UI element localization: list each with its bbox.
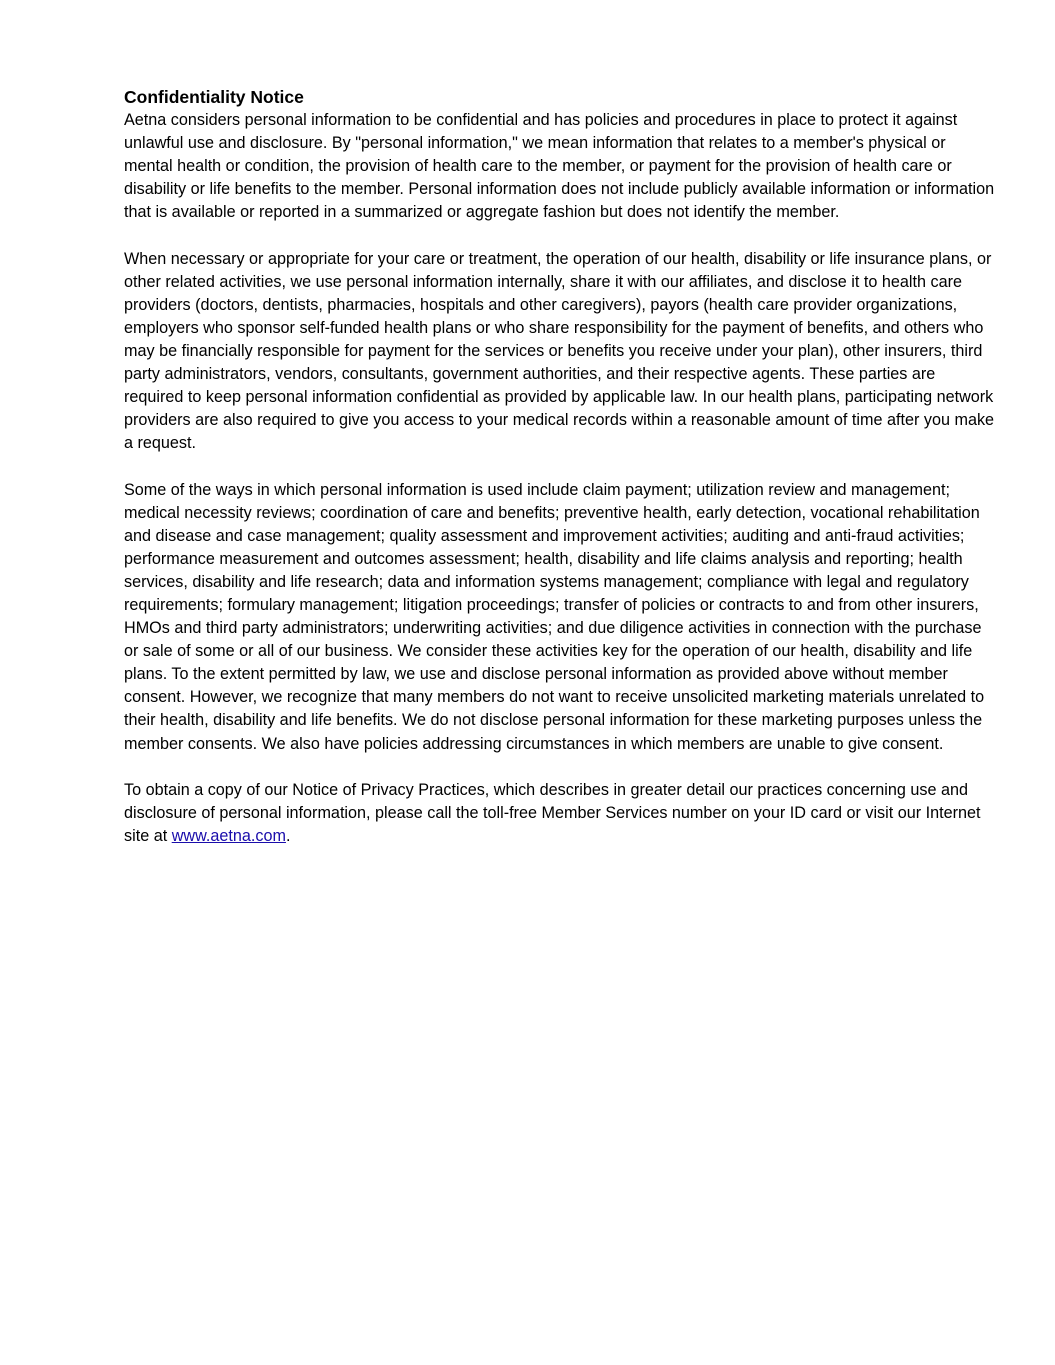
paragraph-definition: Aetna considers personal information to be confidential and has policies and procedures in place to protect it against unlawful use and disclosure. By "personal information," we mean information that relates to a member's physical or mental health or condition, the provision of health care to the member, or payment for the provision of health care or disability or life benefits to the member. Personal information does not include publicly available information or information that is available or reported in a summarized or aggregate fashion but does not identify the member.: [124, 111, 995, 222]
closing-suffix: .: [285, 826, 291, 845]
paragraph-disclosure: When necessary or appropriate for your care or treatment, the operation of our health, disability or life insurance plans, or other related activities, we use personal information internally, share it with our affiliates, and disclose it to health care providers (doctors, dentists, pharmacies, hospitals and other caregivers), payors (health care provider organizations, employers who sponsor self-funded health plans or who share responsibility for the payment of benefits, and others who may be financially responsible for payment for the services or benefits you receive under your plan), other insurers, third party administrators, vendors, consultants, government authorities, and their respective agents. These parties are required to keep personal information confidential as provided by applicable law. In our health plans, participating network providers are also required to give you access to your medical records within a reasonable amount of time after you make a request.: [124, 249, 995, 453]
paragraph-uses: Some of the ways in which personal information is used include claim payment; utilization review and management; medical necessity reviews; coordination of care and benefits; preventive health, early detection, vocational rehabilitation and disease and case management; quality assessment and improvement activities; auditing and anti-fraud activities; performance measurement and outcomes assessment; health, disability and life claims analysis and reporting; health services, disability and life research; data and information systems management; compliance with legal and regulatory requirements; formulary management; litigation proceedings; transfer of policies or contracts to and from other insurers, HMOs and third party administrators; underwriting activities; and due diligence activities in connection with the purchase or sale of some or all of our business. We consider these activities key for the operation of our health, disability and life plans. To the extent permitted by law, we use and disclose personal information as provided above without member consent. However, we recognize that many members do not want to receive unsolicited marketing materials unrelated to their health, disability and life benefits. We do not disclose personal information for these marketing purposes unless the member consents. We also have policies addressing circumstances in which members are unable to give consent.: [124, 480, 985, 753]
document-title: Confidentiality Notice: [124, 87, 304, 107]
paragraph-closing: [124, 779, 996, 848]
aetna-website-link[interactable]: www.aetna.com: [171, 826, 286, 845]
closing-text: To obtain a copy of our Notice of Privacy Practices, which describes in greater detail our practices concerning use and disclosure of personal information, please call the toll-free Member Services number on your ID card or visit our Internet site at: [124, 780, 981, 845]
document-page: [124, 86, 996, 871]
